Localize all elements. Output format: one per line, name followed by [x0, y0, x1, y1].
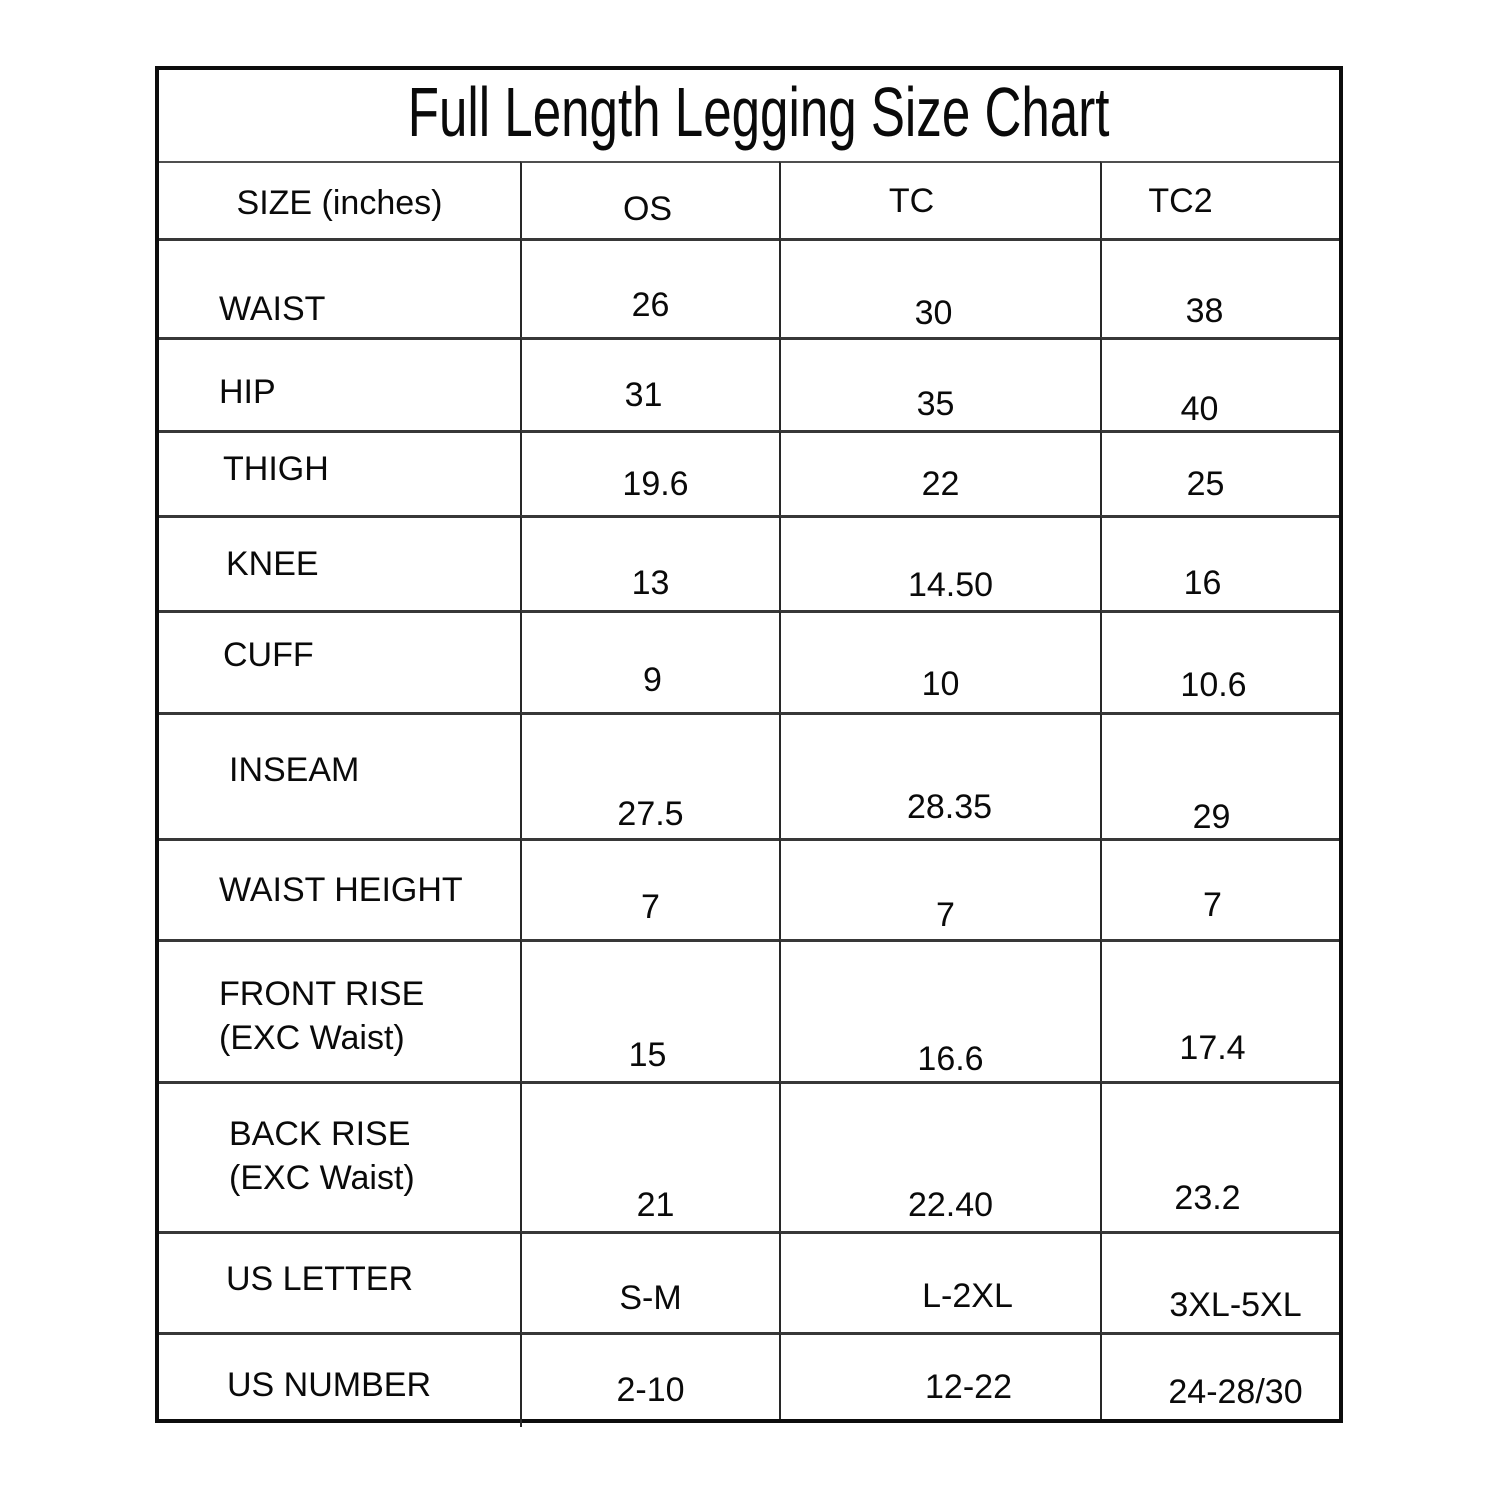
row-label-text: INSEAM: [229, 750, 360, 789]
cell-value-text: 16.6: [917, 1039, 984, 1078]
value-cell: [520, 712, 779, 838]
row-label-text: US NUMBER: [227, 1366, 432, 1404]
row-label-cell: [159, 610, 520, 712]
header-cell-tc: [779, 161, 1100, 238]
row-label-text: US LETTER: [226, 1260, 414, 1298]
cell-value-text: 9: [643, 660, 662, 699]
header-text: TC: [888, 181, 935, 220]
cell-value-text: L-2XL: [922, 1277, 1013, 1315]
row-label-cell: [159, 939, 520, 1081]
cell-value-text: 16: [1183, 564, 1222, 602]
cell-value-text: 12-22: [925, 1368, 1012, 1406]
value-cell: [1100, 1231, 1339, 1332]
cell-value-text: S-M: [619, 1279, 682, 1317]
cell-value-text: 7: [641, 888, 660, 926]
cell-value-text: 38: [1185, 292, 1224, 330]
row-label-text: WAIST: [219, 290, 326, 328]
cell-value-text: 17.4: [1179, 1028, 1246, 1067]
row-label-text: WAIST HEIGHT: [219, 871, 463, 909]
row-label-text: CUFF: [223, 635, 314, 674]
cell-value-text: 19.6: [622, 465, 689, 503]
cell-value-text: 13: [631, 564, 670, 602]
value-cell: [1100, 515, 1339, 610]
row-label-text: BACK RISE: [229, 1114, 411, 1153]
row-label-cell: [159, 1081, 520, 1231]
row-label-text: THIGH: [223, 450, 329, 488]
value-cell: [1100, 1081, 1339, 1231]
row-label-cell: [159, 712, 520, 838]
row-sublabel-text: (EXC Waist): [229, 1158, 415, 1197]
cell-value-text: 29: [1192, 797, 1231, 836]
cell-value-text: 10: [921, 664, 960, 703]
row-label-cell: [159, 337, 520, 430]
value-cell: [1100, 939, 1339, 1081]
row-label-cell: [159, 515, 520, 610]
value-cell: [779, 838, 1100, 939]
column-separator-stub: [520, 1419, 522, 1427]
value-cell: [1100, 838, 1339, 939]
value-cell: [520, 515, 779, 610]
cell-value-text: 24-28/30: [1168, 1373, 1303, 1411]
value-cell: [520, 238, 779, 337]
cell-value-text: 22: [921, 465, 960, 503]
size-chart-table: [155, 66, 1343, 1423]
value-cell: [779, 430, 1100, 515]
cell-value-text: 10.6: [1180, 665, 1247, 704]
value-cell: [520, 1231, 779, 1332]
value-cell: [779, 337, 1100, 430]
row-label-cell: [159, 1332, 520, 1419]
row-label-text: HIP: [219, 373, 276, 411]
value-cell: [1100, 1332, 1339, 1419]
cell-value-text: 40: [1180, 390, 1219, 428]
value-cell: [779, 610, 1100, 712]
header-cell-tc2: [1100, 161, 1339, 238]
header-text: OS: [622, 189, 673, 228]
value-cell: [779, 712, 1100, 838]
cell-value-text: 23.2: [1174, 1178, 1241, 1217]
row-label-block: [219, 972, 424, 1060]
value-cell: [520, 337, 779, 430]
row-label-cell: [159, 430, 520, 515]
title-row: [159, 70, 1339, 161]
header-text: TC2: [1148, 181, 1213, 220]
value-cell: [1100, 430, 1339, 515]
row-label-cell: [159, 1231, 520, 1332]
value-cell: [779, 1231, 1100, 1332]
value-cell: [1100, 712, 1339, 838]
cell-value-text: 27.5: [617, 794, 684, 833]
value-cell: [520, 838, 779, 939]
row-label-cell: [159, 838, 520, 939]
value-cell: [779, 1081, 1100, 1231]
value-cell: [520, 939, 779, 1081]
value-cell: [779, 515, 1100, 610]
row-label-text: FRONT RISE: [219, 974, 425, 1013]
header-cell-size: [159, 161, 520, 238]
cell-value-text: 26: [631, 286, 670, 324]
cell-value-text: 30: [914, 294, 953, 332]
row-label-text: KNEE: [226, 545, 319, 583]
row-sublabel-text: (EXC Waist): [219, 1018, 405, 1057]
value-cell: [520, 1332, 779, 1419]
cell-value-text: 2-10: [616, 1371, 685, 1409]
value-cell: [520, 430, 779, 515]
value-cell: [779, 238, 1100, 337]
chart-title: Full Length Legging Size Chart: [408, 72, 1110, 151]
value-cell: [1100, 610, 1339, 712]
cell-value-text: 28.35: [906, 787, 993, 826]
cell-value-text: 35: [916, 385, 955, 423]
header-cell-os: [520, 161, 779, 238]
row-label-cell: [159, 238, 520, 337]
cell-value-text: 7: [936, 896, 955, 934]
value-cell: [520, 610, 779, 712]
row-label-block: [229, 1112, 415, 1200]
cell-value-text: 7: [1203, 886, 1222, 924]
cell-value-text: 15: [628, 1035, 667, 1074]
header-text: SIZE (inches): [236, 183, 443, 222]
value-cell: [1100, 238, 1339, 337]
value-cell: [520, 1081, 779, 1231]
cell-value-text: 3XL-5XL: [1169, 1286, 1302, 1324]
value-cell: [1100, 337, 1339, 430]
value-cell: [779, 1332, 1100, 1419]
cell-value-text: 31: [624, 376, 663, 414]
cell-value-text: 25: [1186, 465, 1225, 503]
value-cell: [779, 939, 1100, 1081]
cell-value-text: 21: [636, 1185, 675, 1224]
cell-value-text: 22.40: [907, 1185, 994, 1224]
cell-value-text: 14.50: [907, 566, 994, 604]
